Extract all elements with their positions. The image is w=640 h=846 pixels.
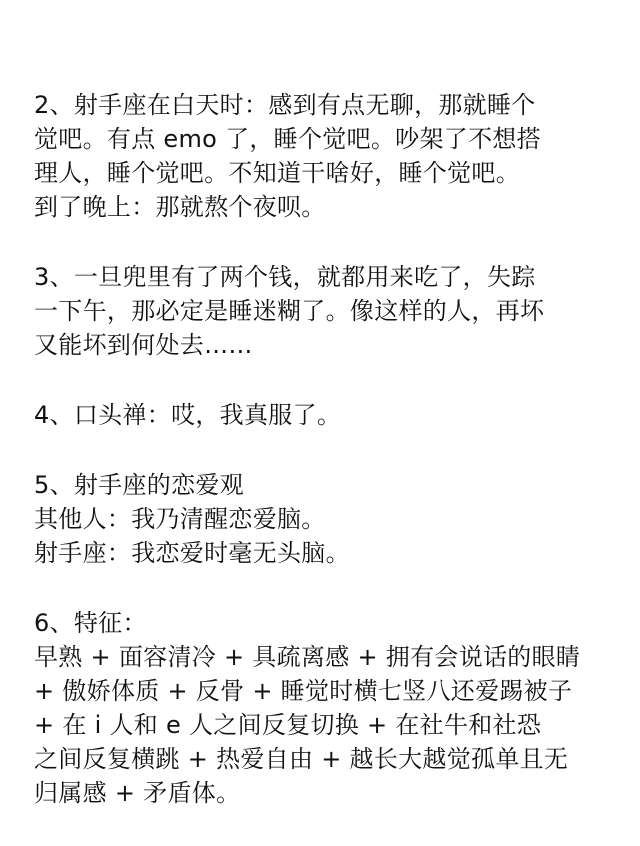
paragraph-6	[34, 606, 626, 810]
text-line: 一下午，那必定是睡迷糊了。像这样的人，再坏	[34, 297, 545, 325]
text-line: + 傲娇体质 + 反骨 + 睡觉时横七竖八还爱踢被子	[34, 677, 573, 705]
text-line: 归属感 + 矛盾体。	[34, 779, 241, 807]
text-line: 射手座：我恋爱时毫无头脑。	[34, 539, 350, 567]
text-line: 理人，睡个觉吧。不知道干啥好，睡个觉吧。	[34, 159, 520, 187]
text-line: 到了晚上：那就熬个夜呗。	[34, 193, 326, 221]
text-line: 早熟 + 面容清冷 + 具疏离感 + 拥有会说话的眼睛	[34, 643, 581, 671]
text-line: 6、特征：	[34, 609, 147, 637]
paragraph-3	[34, 260, 626, 362]
paragraph-2	[34, 88, 626, 224]
text-line: 2、射手座在白天时：感到有点无聊，那就睡个	[34, 91, 536, 119]
text-line: 又能坏到何处去……	[34, 331, 253, 359]
paragraph-5	[34, 468, 626, 570]
text-line: 其他人：我乃清醒恋爱脑。	[34, 505, 326, 533]
text-line: 3、一旦兜里有了两个钱，就都用来吃了，失踪	[34, 263, 536, 291]
text-line: 觉吧。有点 emo 了，睡个觉吧。吵架了不想搭	[34, 125, 541, 153]
text-line: 5、射手座的恋爱观	[34, 471, 244, 499]
text-line: 4、口头禅：哎，我真服了。	[34, 401, 342, 429]
text-line: + 在 i 人和 e 人之间反复切换 + 在社牛和社恐	[34, 711, 542, 739]
article-body	[34, 88, 626, 846]
text-line: 之间反复横跳 + 热爱自由 + 越长大越觉孤单且无	[34, 745, 569, 773]
paragraph-4	[34, 398, 626, 432]
